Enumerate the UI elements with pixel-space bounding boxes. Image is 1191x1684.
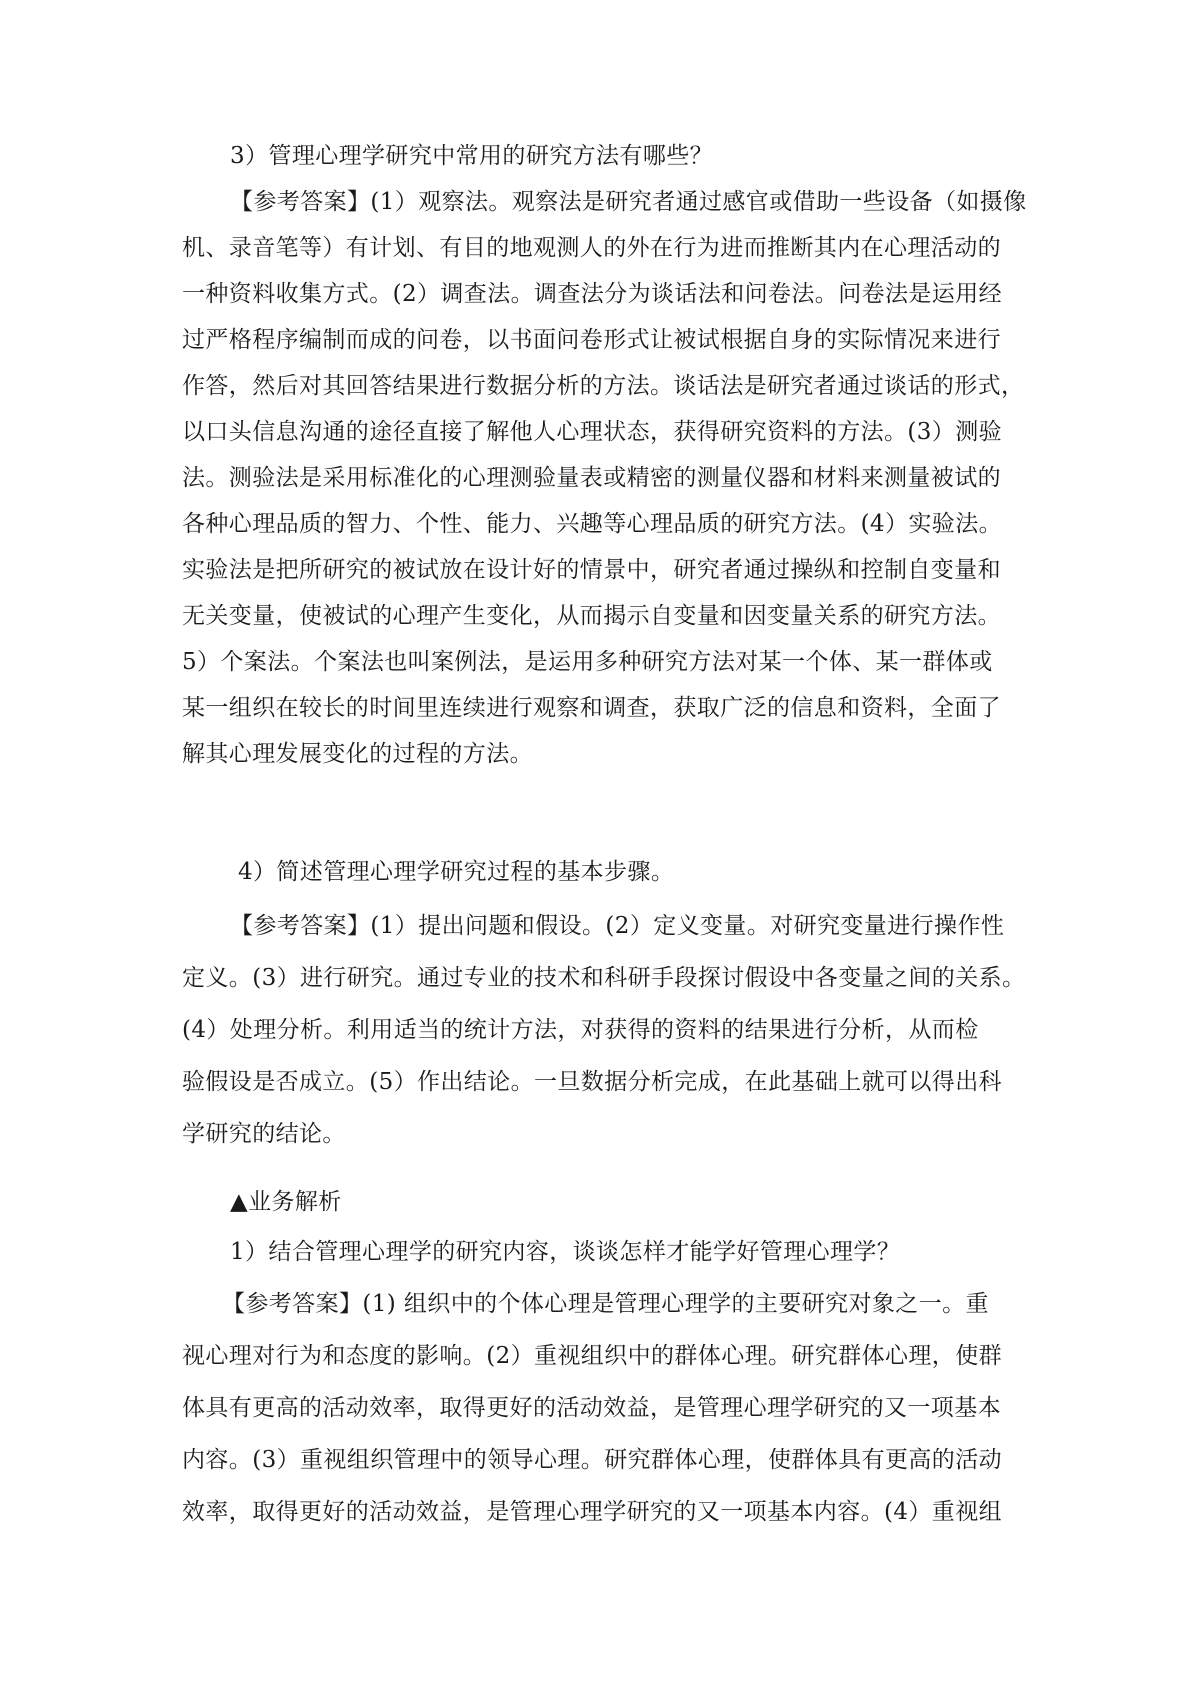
answer-3-line: 法。测验法是采用标准化的心理测验量表或精密的测量仪器和材料来测量被试的	[182, 465, 1001, 491]
answer-3-line: 过严格程序编制而成的问卷，以书面问卷形式让被试根据自身的实际情况来进行	[182, 327, 1001, 353]
answer-1-line: 效率，取得更好的活动效益，是管理心理学研究的又一项基本内容。(4）重视组	[182, 1499, 1003, 1525]
question-1-title: 1）结合管理心理学的研究内容，谈谈怎样才能学好管理心理学？	[230, 1239, 901, 1265]
answer-1-line: 体具有更高的活动效率，取得更好的活动效益，是管理心理学研究的又一项基本	[182, 1395, 1001, 1421]
business-analysis-heading: ▲业务解析	[230, 1189, 342, 1215]
answer-4-line: 定义。(3）进行研究。通过专业的技术和科研手段探讨假设中各变量之间的关系。	[182, 965, 1026, 991]
answer-3-line: 机、录音笔等）有计划、有目的地观测人的外在行为进而推断其内在心理活动的	[182, 235, 1001, 261]
answer-4-line: 【参考答案】(1）提出问题和假设。(2）定义变量。对研究变量进行操作性	[230, 913, 1005, 939]
answer-1-line: 【参考答案】(1) 组织中的个体心理是管理心理学的主要研究对象之一。重	[222, 1291, 989, 1317]
answer-1-line: 视心理对行为和态度的影响。(2）重视组织中的群体心理。研究群体心理，使群	[182, 1343, 1003, 1369]
answer-3-line: 解其心理发展变化的过程的方法。	[182, 741, 533, 767]
answer-4-line: 验假设是否成立。(5）作出结论。一旦数据分析完成，在此基础上就可以得出科	[182, 1069, 1003, 1095]
answer-3-line: 实验法是把所研究的被试放在设计好的情景中，研究者通过操纵和控制自变量和	[182, 557, 1001, 583]
answer-3-line: 某一组织在较长的时间里连续进行观察和调查，获取广泛的信息和资料，全面了	[182, 695, 1001, 721]
answer-3-line: 以口头信息沟通的途径直接了解他人心理状态，获得研究资料的方法。(3）测验	[182, 419, 1003, 445]
answer-3-line: 一种资料收集方式。(2）调查法。调查法分为谈话法和问卷法。问卷法是运用经	[182, 281, 1003, 307]
answer-3-line: 5）个案法。个案法也叫案例法，是运用多种研究方法对某一个体、某一群体或	[182, 649, 993, 675]
answer-4-line: 学研究的结论。	[182, 1121, 346, 1147]
question-block-3	[182, 140, 1027, 767]
answer-3-line: 作答，然后对其回答结果进行数据分析的方法。谈话法是研究者通过谈话的形式，	[182, 373, 1025, 399]
question-block-4	[182, 856, 1026, 1147]
answer-3-line: 【参考答案】(1）观察法。观察法是研究者通过感官或借助一些设备（如摄像	[230, 189, 1027, 215]
answer-3-line: 无关变量，使被试的心理产生变化，从而揭示自变量和因变量关系的研究方法。	[182, 603, 1001, 629]
business-analysis-block	[182, 1186, 1012, 1525]
answer-4-line: (4）处理分析。利用适当的统计方法，对获得的资料的结果进行分析，从而检	[182, 1017, 979, 1043]
question-4-title: 4）简述管理心理学研究过程的基本步骤。	[238, 859, 675, 885]
answer-1-line: 内容。(3）重视组织管理中的领导心理。研究群体心理，使群体具有更高的活动	[182, 1447, 1003, 1473]
question-3-title: 3）管理心理学研究中常用的研究方法有哪些？	[230, 143, 714, 169]
answer-3-line: 各种心理品质的智力、个性、能力、兴趣等心理品质的研究方法。(4）实验法。	[182, 511, 1003, 537]
